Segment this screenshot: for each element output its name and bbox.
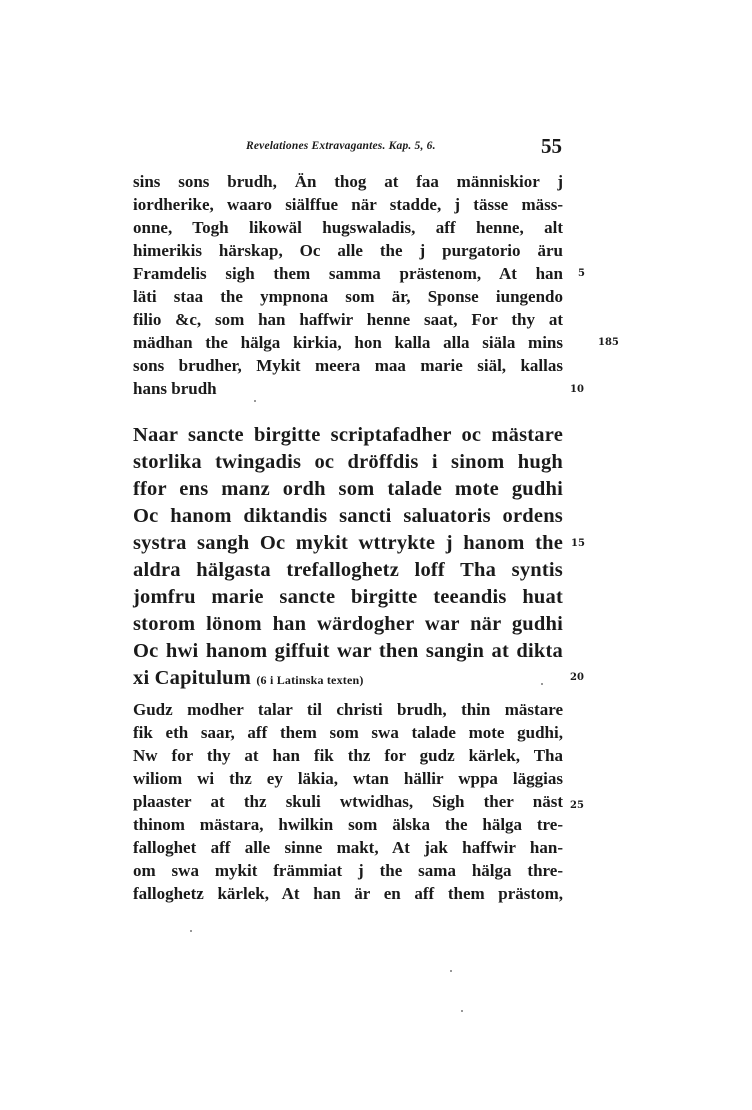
- text-line: falloghetz kärlek, At han är en aff them prästom,: [133, 884, 563, 903]
- running-head: Revelationes Extravagantes. Kap. 5, 6.: [246, 140, 436, 152]
- text-line: Nw for thy at han fik thz for gudz kärlek, Tha: [133, 746, 563, 765]
- scan-speck: [541, 683, 543, 685]
- scan-speck: [461, 1010, 463, 1012]
- text-line: plaaster at thz skuli wtwidhas, Sigh ther näst: [133, 792, 563, 811]
- text-line: sons brudher, Mykit meera maa marie siäl, kallas: [133, 356, 563, 375]
- margin-number-185: 185: [598, 337, 619, 348]
- heading-line: systra sangh Oc mykit wttrykte j hanom the: [133, 532, 563, 554]
- heading-line: Oc hanom diktandis sancti saluatoris ordens: [133, 505, 563, 527]
- page-header: [0, 134, 752, 164]
- text-line: filio &c, som han haffwir henne saat, For thy at: [133, 310, 563, 329]
- text-line: läti staa the ympnona som är, Sponse iungendo: [133, 287, 563, 306]
- text-line: Framdelis sigh them samma prästenom, At han: [133, 264, 563, 283]
- chapter-note: (6 i Latinska texten): [256, 673, 364, 687]
- text-line: hans brudh: [133, 379, 217, 398]
- heading-line: Naar sancte birgitte scriptafadher oc mästare: [133, 424, 563, 446]
- heading-line: aldra hälgasta trefalloghetz loff Tha syntis: [133, 559, 563, 581]
- heading-line: ffor ens manz ordh som talade mote gudhi: [133, 478, 563, 500]
- text-line: himerikis härskap, Oc alle the j purgatorio äru: [133, 241, 563, 260]
- text-line: mädhan the hälga kirkia, hon kalla alla siäla mins: [133, 333, 563, 352]
- page-number: 55: [541, 134, 562, 158]
- scan-speck: [450, 970, 452, 972]
- margin-number-25: 25: [570, 800, 584, 811]
- text-line: thinom mästara, hwilkin som älska the hälga tre-: [133, 815, 563, 834]
- chapter-label: xi Capitulum: [133, 667, 252, 689]
- heading-line: jomfru marie sancte birgitte teeandis huat: [133, 586, 563, 608]
- text-line: om swa mykit främmiat j the sama hälga thre-: [133, 861, 563, 880]
- margin-number-10: 10: [570, 384, 584, 395]
- text-line: fik eth saar, aff them som swa talade mote gudhi,: [133, 723, 563, 742]
- text-line: falloghet aff alle sinne makt, At jak haffwir han-: [133, 838, 563, 857]
- heading-line: storom lönom han wärdogher war när gudhi: [133, 613, 563, 635]
- text-line: sins sons brudh, Än thog at faa människior j: [133, 172, 563, 191]
- margin-number-5: 5: [578, 268, 585, 279]
- text-line: onne, Togh likowäl hugswaladis, aff henne, alt: [133, 218, 563, 237]
- margin-number-15: 15: [571, 538, 585, 549]
- margin-number-20: 20: [570, 672, 584, 683]
- text-line: Gudz modher talar til christi brudh, thin mästare: [133, 700, 563, 719]
- heading-line: storlika twingadis oc dröffdis i sinom hugh: [133, 451, 563, 473]
- scan-speck: [190, 930, 192, 932]
- text-line: iordherike, waaro siälffue när stadde, j tässe mäss-: [133, 195, 563, 214]
- heading-line: Oc hwi hanom giffuit war then sangin at dikta: [133, 640, 563, 662]
- scan-speck: [254, 400, 256, 402]
- text-line: wiliom wi thz ey läkia, wtan hällir wppa läggias: [133, 769, 563, 788]
- heading-line-last: [133, 667, 563, 690]
